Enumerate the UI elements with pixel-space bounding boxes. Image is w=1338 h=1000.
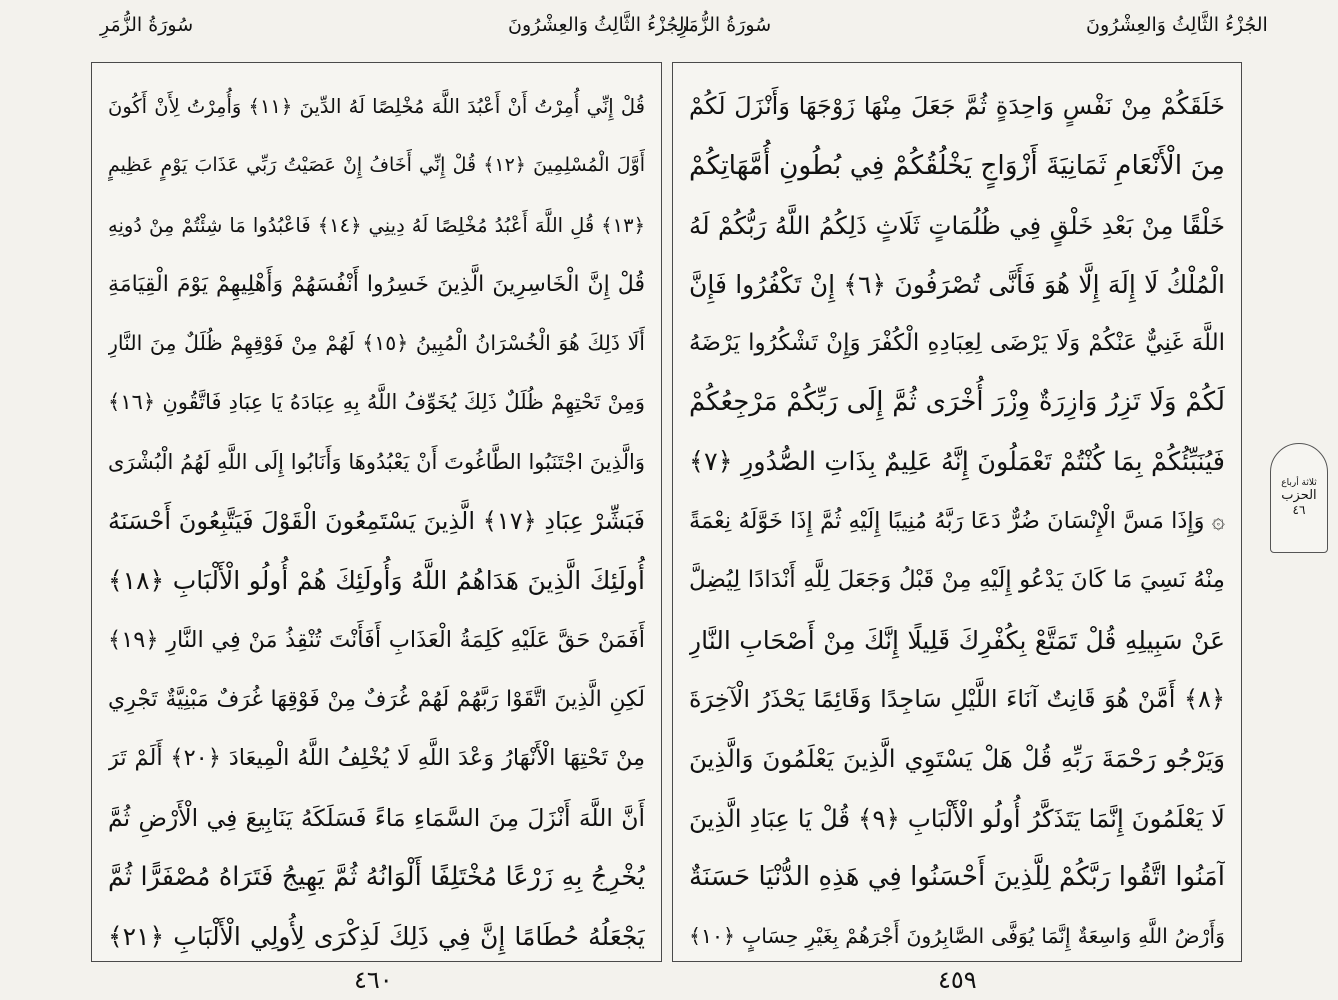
verse-line: آمَنُوا اتَّقُوا رَبَّكُمْ لِلَّذِينَ أَحْسَنُوا فِي هَذِهِ الدُّنْيَا حَسَنَةٌ <box>689 861 1225 892</box>
verse-line: لَكِنِ الَّذِينَ اتَّقَوْا رَبَّهُمْ لَهُمْ غُرَفٌ مِنْ فَوْقِهَا غُرَفٌ مَبْنِيَّةٌ تَجْرِي <box>108 686 645 712</box>
verse-line: يُخْرِجُ بِهِ زَرْعًا مُخْتَلِفًا أَلْوَانُهُ ثُمَّ يَهِيجُ فَتَرَاهُ مُصْفَرًّا ثُمَّ <box>108 861 645 892</box>
right-header-juz: الجُزْءُ الثَّالِثُ وَالعِشْرُونَ <box>1086 14 1268 36</box>
hizb-label: الحزب <box>1281 487 1317 503</box>
verse-line: وَالَّذِينَ اجْتَنَبُوا الطَّاغُوتَ أَنْ يَعْبُدُوهَا وَأَنَابُوا إِلَى اللَّهِ لَهُمُ الْبُشْرَى <box>108 449 645 474</box>
verse-line: مِنَ الْأَنْعَامِ ثَمَانِيَةَ أَزْوَاجٍ يَخْلُقُكُمْ فِي بُطُونِ أُمَّهَاتِكُمْ <box>689 150 1225 182</box>
left-header-surah: سُورَةُ الزُّمَرِ <box>100 14 194 36</box>
verse-line: قُلْ إِنَّ الْخَاسِرِينَ الَّذِينَ خَسِرُوا أَنْفُسَهُمْ وَأَهْلِيهِمْ يَوْمَ الْقِيَامَةِ <box>108 271 645 297</box>
verse-line: فَبَشِّرْ عِبَادِ ﴿١٧﴾ الَّذِينَ يَسْتَمِعُونَ الْقَوْلَ فَيَتَّبِعُونَ أَحْسَنَهُ <box>108 507 645 536</box>
left-page-number: ٤٦٠ <box>354 966 393 994</box>
verse-line: وَيَرْجُو رَحْمَةَ رَبِّهِ قُلْ هَلْ يَسْتَوِي الَّذِينَ يَعْلَمُونَ وَالَّذِينَ <box>689 744 1225 774</box>
verse-line: أَوَّلَ الْمُسْلِمِينَ ﴿١٢﴾ قُلْ إِنِّي أَخَافُ إِنْ عَصَيْتُ رَبِّي عَذَابَ يَوْمٍ عَظِيمٍ <box>108 154 645 177</box>
right-header-surah: سُورَةُ الزُّمَرِ <box>678 14 772 36</box>
verse-line: الْمُلْكُ لَا إِلَهَ إِلَّا هُوَ فَأَنَّى تُصْرَفُونَ ﴿٦﴾ إِنْ تَكْفُرُوا فَإِنَّ <box>689 269 1225 299</box>
hizb-number: ٤٦ <box>1292 502 1306 517</box>
verse-line: ۞ وَإِذَا مَسَّ الْإِنْسَانَ ضُرٌّ دَعَا رَبَّهُ مُنِيبًا إِلَيْهِ ثُمَّ إِذَا خَوَّلَهُ نِعْمَةً <box>689 508 1225 535</box>
verse-line: أَلَا ذَلِكَ هُوَ الْخُسْرَانُ الْمُبِينُ ﴿١٥﴾ لَهُمْ مِنْ فَوْقِهِمْ ظُلَلٌ مِنَ النَّارِ <box>108 331 645 356</box>
verse-line: لَا يَعْلَمُونَ إِنَّمَا يَتَذَكَّرُ أُولُو الْأَلْبَابِ ﴿٩﴾ قُلْ يَا عِبَادِ الَّذِينَ <box>689 803 1225 833</box>
verse-line: يَجْعَلُهُ حُطَامًا إِنَّ فِي ذَلِكَ لَذِكْرَى لِأُولِي الْأَلْبَابِ ﴿٢١﴾ <box>108 922 645 952</box>
verse-line: أُولَئِكَ الَّذِينَ هَدَاهُمُ اللَّهُ وَأُولَئِكَ هُمْ أُولُو الْأَلْبَابِ ﴿١٨﴾ <box>108 566 645 596</box>
verse-line: مِنْهُ نَسِيَ مَا كَانَ يَدْعُو إِلَيْهِ مِنْ قَبْلُ وَجَعَلَ لِلَّهِ أَنْدَادًا لِيُضِلَّ <box>689 567 1225 594</box>
verse-line: مِنْ تَحْتِهَا الْأَنْهَارُ وَعْدَ اللَّهِ لَا يُخْلِفُ اللَّهُ الْمِيعَادَ ﴿٢٠﴾ أَلَمْ تَرَ <box>108 745 645 772</box>
verse-line: فَيُنَبِّئُكُمْ بِمَا كُنْتُمْ تَعْمَلُونَ إِنَّهُ عَلِيمٌ بِذَاتِ الصُّدُورِ ﴿٧﴾ <box>689 446 1225 477</box>
hizb-marker <box>1270 443 1328 553</box>
verse-line: خَلَقَكُمْ مِنْ نَفْسٍ وَاحِدَةٍ ثُمَّ جَعَلَ مِنْهَا زَوْجَهَا وَأَنْزَلَ لَكُمْ <box>689 92 1225 120</box>
verse-line: أَفَمَنْ حَقَّ عَلَيْهِ كَلِمَةُ الْعَذَابِ أَفَأَنْتَ تُنْقِذُ مَنْ فِي النَّارِ ﴿١٩﴾ <box>108 626 645 653</box>
verse-line: خَلْقًا مِنْ بَعْدِ خَلْقٍ فِي ظُلُمَاتٍ ثَلَاثٍ ذَلِكُمُ اللَّهُ رَبُّكُمْ لَهُ <box>689 210 1225 240</box>
hizb-quarter-label: ثلاثة أرباع <box>1281 478 1317 489</box>
right-page-number: ٤٥٩ <box>938 966 977 994</box>
left-header-juz: الجُزْءُ الثَّالِثُ وَالعِشْرُونَ <box>508 14 690 36</box>
verse-line: ﴿٨﴾ أَمَّنْ هُوَ قَانِتٌ آنَاءَ اللَّيْلِ سَاجِدًا وَقَائِمًا يَحْذَرُ الْآخِرَةَ <box>689 684 1225 713</box>
left-page-text-frame <box>91 62 662 962</box>
verse-line: وَمِنْ تَحْتِهِمْ ظُلَلٌ ذَلِكَ يُخَوِّفُ اللَّهُ بِهِ عِبَادَهُ يَا عِبَادِ فَاتَّقُونِ ﴿١٦﴾ <box>108 390 645 415</box>
verse-line: أَنَّ اللَّهَ أَنْزَلَ مِنَ السَّمَاءِ مَاءً فَسَلَكَهُ يَنَابِيعَ فِي الْأَرْضِ ثُمَّ <box>108 803 645 832</box>
right-page-text-frame <box>672 62 1242 962</box>
verse-line: ﴿١٣﴾ قُلِ اللَّهَ أَعْبُدُ مُخْلِصًا لَهُ دِينِي ﴿١٤﴾ فَاعْبُدُوا مَا شِئْتُمْ مِنْ دُونِهِ <box>108 213 645 237</box>
verse-line: وَأَرْضُ اللَّهِ وَاسِعَةٌ إِنَّمَا يُوَفَّى الصَّابِرُونَ أَجْرَهُمْ بِغَيْرِ حِسَابٍ ﴿١٠﴾ <box>689 924 1225 949</box>
verse-line: لَكُمْ وَلَا تَزِرُ وَازِرَةٌ وِزْرَ أُخْرَى ثُمَّ إِلَى رَبِّكُمْ مَرْجِعُكُمْ <box>689 387 1225 418</box>
verse-line: اللَّهَ غَنِيٌّ عَنْكُمْ وَلَا يَرْضَى لِعِبَادِهِ الْكُفْرَ وَإِنْ تَشْكُرُوا يَرْضَهُ <box>689 330 1225 357</box>
verse-line: عَنْ سَبِيلِهِ قُلْ تَمَتَّعْ بِكُفْرِكَ قَلِيلًا إِنَّكَ مِنْ أَصْحَابِ النَّارِ <box>689 625 1225 655</box>
verse-line: قُلْ إِنِّي أُمِرْتُ أَنْ أَعْبُدَ اللَّهَ مُخْلِصًا لَهُ الدِّينَ ﴿١١﴾ وَأُمِرْتُ لِأَنْ أَكُونَ <box>108 95 645 118</box>
